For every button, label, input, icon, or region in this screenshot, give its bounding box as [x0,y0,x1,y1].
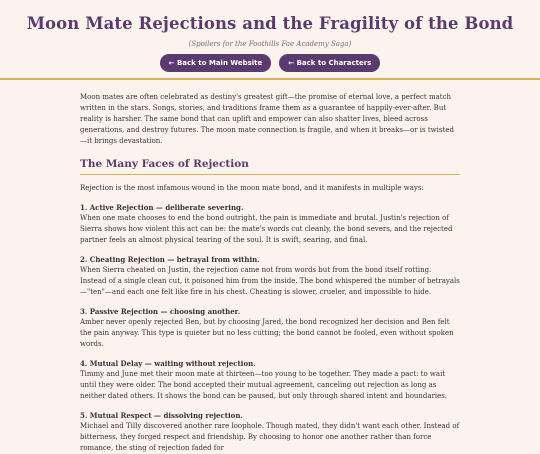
page-header [0,0,540,80]
spoiler-subtitle: (Spoilers for the Foothills Fae Academy Saga) [188,40,352,48]
item-title: 5. Mutual Respect — dissolving rejection. [80,411,243,420]
back-to-characters-button[interactable]: ← Back to Characters [279,54,380,72]
page-title: Moon Mate Rejections and the Fragility of the Bond [26,14,514,33]
section-heading: The Many Faces of Rejection [80,159,460,175]
section-lead: Rejection is the most infamous wound in the moon mate bond, and it manifests in multiple ways: [80,184,424,192]
rejection-item [80,306,460,350]
item-title: 3. Passive Rejection — choosing another. [80,307,241,316]
item-body: When one mate chooses to end the bond outright, the pain is immediate and brutal. Justin's rejection of Sierra shows how violent this act can be: the mate's words cut cleanly, the bond severs, and the rejected partner feels an almost physical tearing of the soul. It is swift, searing, and final. [80,214,453,244]
item-body: When Sierra cheated on Justin, the rejection came not from words but from the bond itself rotting. Instead of a single clean cut, it poisoned him from the inside. The bond whispered the number of betrayals—"ten"—and each one felt like fire in his chest. Cheating is slower, crueler, and impossible to hide. [80,266,460,296]
item-body: Amber never openly rejected Ben, but by choosing Jared, the bond recognized her decision and Ben felt the pain anyway. This type is quieter but no less cutting; the bond cannot be fooled, even without spoken words. [80,318,454,348]
rejection-item [80,358,460,402]
rejection-item [80,202,460,246]
item-title: 2. Cheating Rejection — betrayal from within. [80,255,260,264]
item-title: 4. Mutual Delay — waiting without rejection. [80,359,256,368]
item-body: Michael and Tilly discovered another rare loophole. Though mated, they didn't want each other. Instead of bitterness, they forged respect and friendship. By choosing to honor one another rather than force romance, the sting of rejection faded for [80,422,460,452]
rejection-item [80,410,460,454]
rejection-item [80,254,460,298]
nav-bar [0,54,540,72]
main-content [0,80,540,454]
item-body: Timmy and June met their moon mate at thirteen—too young to be together. They made a pact: to wait until they were older. The bond accepted their mutual agreement, canceling out rejection as long as neither dated others. It shows the bond can be paused, but only through shared intent and boundaries. [80,370,448,400]
intro-paragraph: Moon mates are often celebrated as destiny's greatest gift—the promise of eternal love, a perfect match written in the stars. Songs, stories, and traditions frame them as a guarantee of happily-ever-after. But reality is harsher. The same bond that can uplift and empower can also shatter lives, bleed across generations, and destroy futures. The moon mate connection is fragile, and when it breaks—or is twisted—it brings devastation. [80,93,454,145]
item-title: 1. Active Rejection — deliberate severing. [80,203,244,212]
back-to-main-website-button[interactable]: ← Back to Main Website [160,54,272,72]
